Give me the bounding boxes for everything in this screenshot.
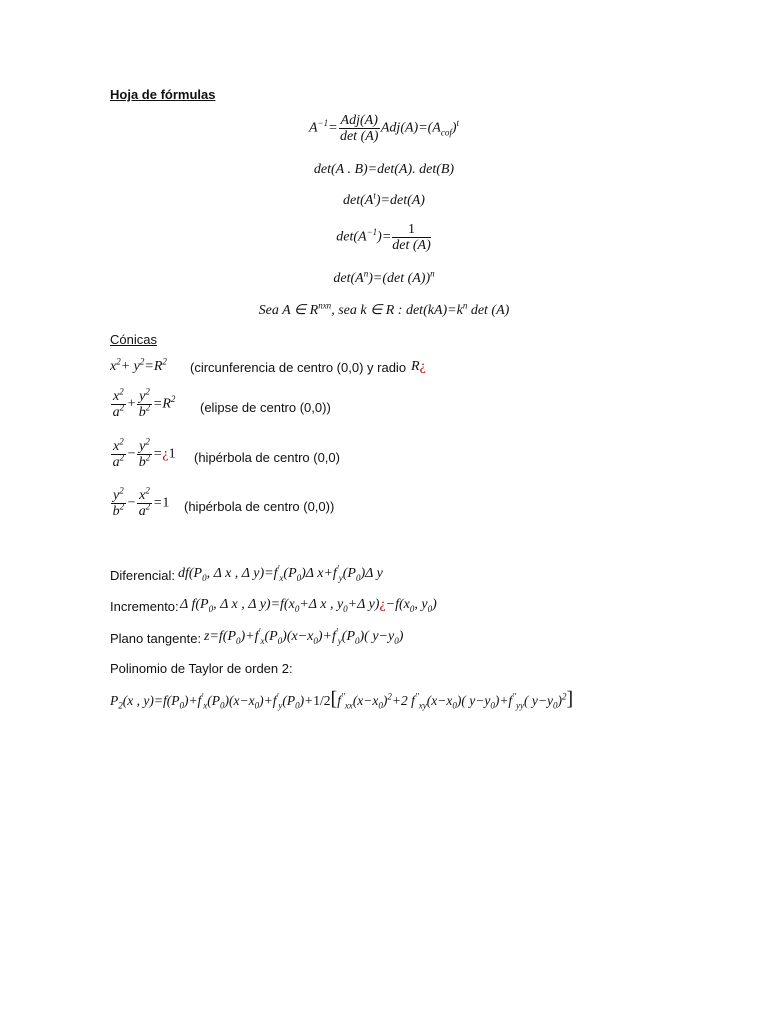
- formula-circle: $x^2+ y^2=R^2$: [110, 356, 167, 374]
- label-diferencial: Diferencial:: [110, 568, 176, 583]
- formula-radius: R¿: [411, 359, 426, 374]
- formula-diferencial: $df(P_0$, Δ x , Δ $y)=f'_x(P_0)\Delta$ $x+f'_y(P_0)\Delta$ y: [178, 563, 383, 583]
- formula-det-scalar: Sea A ∈ $R^{nxn}$, sea k ∈ R : $\det(kA)=k^n$ det (A): [258, 300, 510, 318]
- note-hyperbola-1: (hipérbola de centro (0,0): [194, 450, 340, 465]
- formula-det-transpose: $\det(A^t)=\det(A)$: [343, 190, 425, 208]
- formula-hyperbola-1: $\frac{x^2}{a^2}$ − $\frac{y^2}{b^2}$ =¿1: [112, 436, 176, 470]
- label-incremento: Incremento:: [110, 599, 179, 614]
- formula-det-product: det(A . B)=det(A). det(B): [313, 162, 455, 177]
- formula-taylor: $P_2(x$ , $y)=f(P_0)+f'_x(P_0)(x-x_0)+f'_y(P_0)+1/2[f''_{xx}(x-x_0)^2+2$ $f''_{xy}(x-x_0)$( $y-y_0)+f''_{yy}$( $y-y_0)^2$]: [110, 688, 574, 711]
- formula-hyperbola-2: $\frac{y^2}{b^2}$ − $\frac{x^2}{a^2}$ =1: [112, 485, 170, 519]
- formula-incremento: Δ $f(P_0$, Δ x , Δ $y)=f(x_0+\Delta$ x , $y_0+\Delta$ $y)¿-f(x_0$, $y_0$): [180, 597, 437, 614]
- page-title: Hoja de fórmulas: [110, 87, 216, 102]
- label-taylor: Polinomio de Taylor de orden 2:: [110, 661, 293, 676]
- label-plano: Plano tangente:: [110, 631, 202, 646]
- section-conicas: Cónicas: [110, 332, 157, 347]
- formula-det-power: $\det(A^n)=(\det$ (A))$^n$: [333, 268, 435, 286]
- formula-ellipse: $\frac{x^2}{a^2}$ + $\frac{y^2}{b^2}$ $=R^2$: [112, 386, 176, 420]
- note-hyperbola-2: (hipérbola de centro (0,0)): [184, 499, 335, 514]
- formula-inverse: $A^{-1}=$ $\frac{\text{Adj(A)}}{\det (A)}$ $Adj(A)=(A_{cof})^t$: [308, 113, 460, 144]
- note-circle: (circunferencia de centro (0,0) y radio: [190, 360, 407, 375]
- formula-plano: $z=f(P_0)+f'_x(P_0)(x-x_0)+f'_y(P_0)$( $y-y_0$): [204, 626, 404, 646]
- note-ellipse: (elipse de centro (0,0)): [200, 400, 331, 415]
- formula-det-inverse: $\det(A^{-1})=$ $\frac{1}{\det (A)}$: [336, 222, 431, 253]
